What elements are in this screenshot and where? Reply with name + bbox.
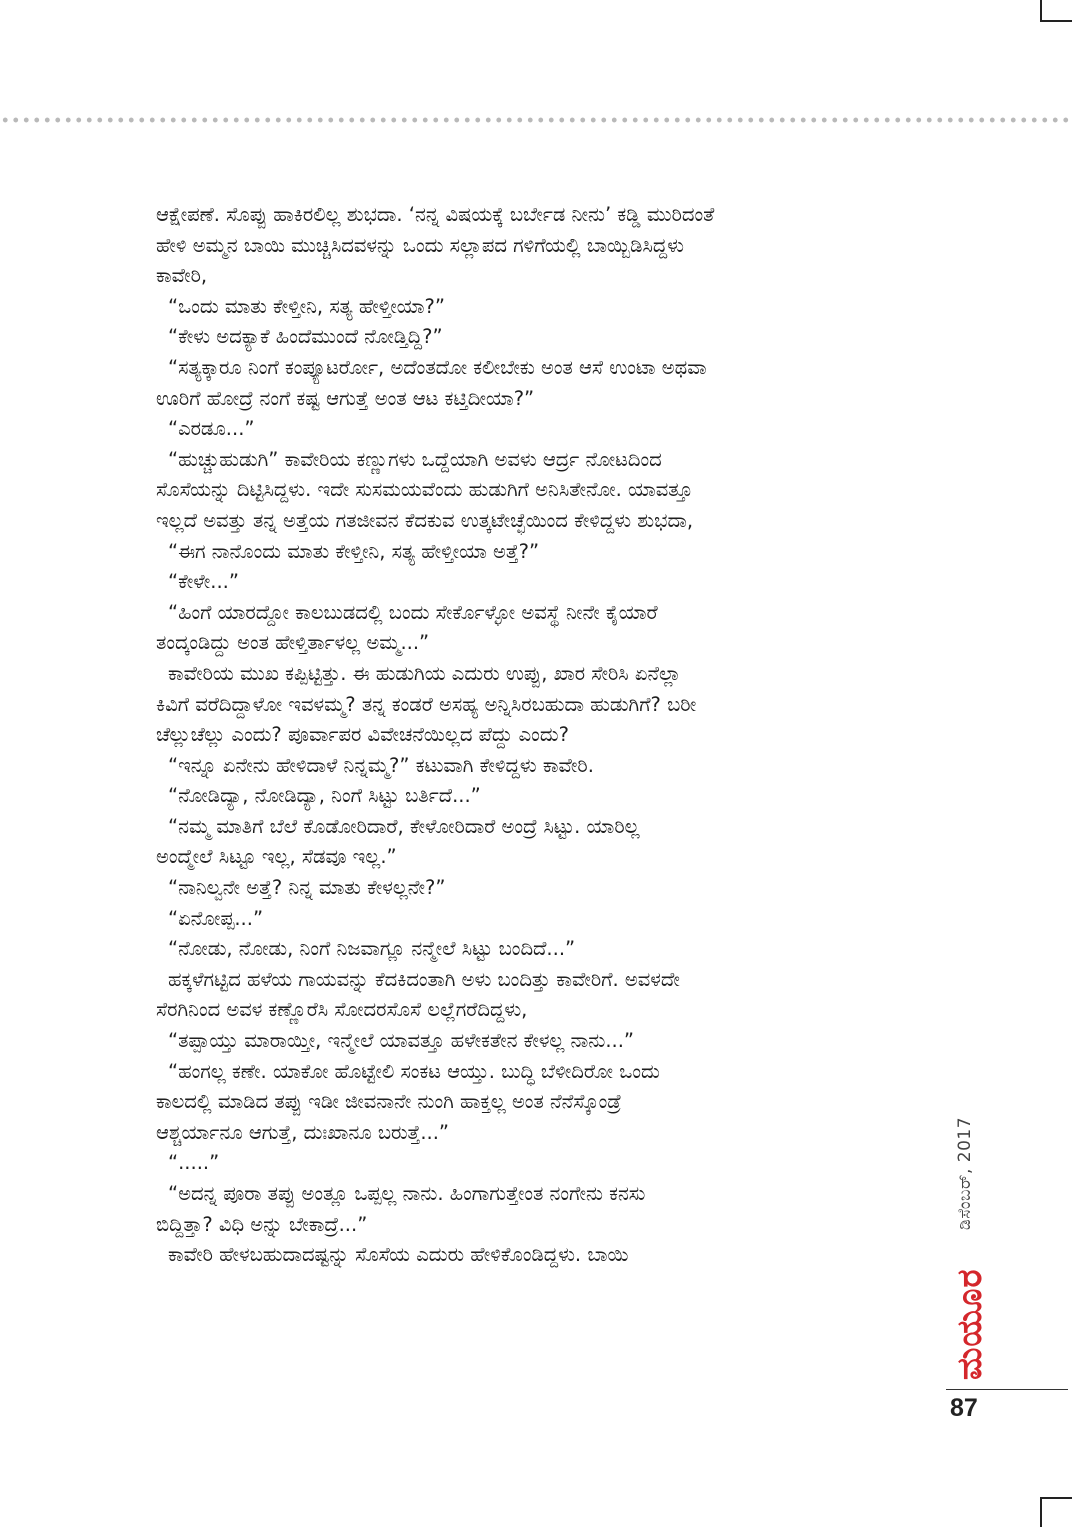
crop-mark-bottom: [1040, 1497, 1072, 1527]
story-line: “ಇನ್ನೂ ಏನೇನು ಹೇಳಿದಾಳೆ ನಿನ್ನಮ್ಮ?” ಕಟುವಾಗಿ ಕೇಳಿದ್ದಳು ಕಾವೇರಿ.: [168, 753, 594, 777]
story-line: ಸೊಸೆಯನ್ನು ದಿಟ್ಟಿಸಿದ್ದಳು. ಇದೇ ಸುಸಮಯವೆಂದು ಹುಡುಗಿಗೆ ಅನಿಸಿತೇನೋ. ಯಾವತ್ತೂ: [156, 478, 693, 502]
story-line: “ನಾನಿಲ್ವನೇ ಅತ್ತೆ? ನಿನ್ನ ಮಾತು ಕೇಳಲ್ಲನೇ?”: [168, 876, 446, 900]
story-line: ಊರಿಗೆ ಹೋದ್ರೆ ನಂಗೆ ಕಷ್ಟ ಆಗುತ್ತೆ ಅಂತ ಆಟ ಕಟ್ತಿದೀಯಾ?”: [156, 386, 535, 410]
story-line: ತಂದ್ಕಂಡಿದ್ದು ಅಂತ ಹೇಳ್ತಿರ್ತಾಳಲ್ಲ ಅಮ್ಮ...”: [156, 631, 430, 655]
story-line: ಕಿವಿಗೆ ವರೆದಿದ್ದಾಳೋ ಇವಳಮ್ಮ? ತನ್ನ ಕಂಡರೆ ಅಸಹ್ಯ ಅನ್ನಿಸಿರಬಹುದಾ ಹುಡುಗಿಗೆ? ಬರೀ: [156, 692, 697, 716]
story-line: ಸೆರಗಿನಿಂದ ಅವಳ ಕಣ್ಣೊರೆಸಿ ಸೋದರಸೊಸೆ ಲಲ್ಲೆಗರೆದಿದ್ದಳು,: [156, 998, 528, 1022]
story-line: “ಕೇಳು ಅದಕ್ಯಾಕೆ ಹಿಂದೆಮುಂದೆ ನೋಡ್ತಿದ್ದಿ?”: [168, 325, 443, 349]
story-line: ಕಾವೇರಿಯ ಮುಖ ಕಪ್ಪಿಟ್ಟಿತ್ತು. ಈ ಹುಡುಗಿಯ ಎದುರು ಉಪ್ಪು, ಖಾರ ಸೇರಿಸಿ ಏನೆಲ್ಲಾ: [168, 661, 681, 685]
story-line: “.....”: [168, 1151, 220, 1175]
story-line: “ಹಂಗಲ್ಲ ಕಣೇ. ಯಾಕೋ ಹೊಟ್ಟೇಲಿ ಸಂಕಟ ಆಯ್ತು. ಬುದ್ಧಿ ಬೆಳೀದಿರೋ ಒಂದು: [168, 1059, 660, 1083]
folio-rule: [946, 1389, 1068, 1390]
dotted-header-rule: [0, 116, 1072, 124]
story-line: ಹಕ್ಕಳೆಗಟ್ಟಿದ ಹಳೆಯ ಗಾಯವನ್ನು ಕೆದಕಿದಂತಾಗಿ ಅಳು ಬಂದಿತ್ತು ಕಾವೇರಿಗೆ. ಅವಳದೇ: [168, 967, 680, 991]
story-line: ಚೆಲ್ಲುಚೆಲ್ಲು ಎಂದು? ಪೂರ್ವಾಪರ ವಿವೇಚನೆಯಿಲ್ಲದ ಪೆದ್ದು ಎಂದು?: [156, 723, 569, 747]
story-line: ಕಾಲದಲ್ಲಿ ಮಾಡಿದ ತಪ್ಪು ಇಡೀ ಜೀವನಾನೇ ನುಂಗಿ ಹಾಕ್ತಲ್ಲ ಅಂತ ನೆನೆಸ್ಕೊಂಡ್ರೆ: [156, 1090, 622, 1114]
magazine-logo: ಮಯೂರ: [950, 1268, 990, 1380]
story-line: ಹೇಳಿ ಅಮ್ಮನ ಬಾಯಿ ಮುಚ್ಚಿಸಿದವಳನ್ನು ಒಂದು ಸಲ್ಲಾಪದ ಗಳಿಗೆಯಲ್ಲಿ ಬಾಯ್ಬಿಡಿಸಿದ್ದಳು: [156, 233, 684, 257]
story-line: ಕಾವೇರಿ ಹೇಳಬಹುದಾದಷ್ಟನ್ನು ಸೊಸೆಯ ಎದುರು ಹೇಳಿಕೊಂಡಿದ್ದಳು. ಬಾಯಿ: [168, 1243, 629, 1267]
page-number: 87: [950, 1394, 978, 1422]
story-line: ಕಾವೇರಿ,: [156, 264, 208, 288]
issue-date: ಡಿಸೆಂಬರ್, 2017: [955, 1116, 975, 1230]
story-line: “ನೋಡಿದ್ಯಾ, ನೋಡಿದ್ಯಾ, ನಿಂಗೆ ಸಿಟ್ಟು ಬರ್ತಿದೆ...”: [168, 784, 481, 808]
story-line: “ಒಂದು ಮಾತು ಕೇಳ್ತೀನಿ, ಸತ್ಯ ಹೇಳ್ತೀಯಾ?”: [168, 294, 445, 318]
story-line: “ಅದನ್ನ ಪೂರಾ ತಪ್ಪು ಅಂತ್ಲೂ ಒಪ್ಪಲ್ಲ ನಾನು. ಹಿಂಗಾಗುತ್ತೇಂತ ನಂಗೇನು ಕನಸು: [168, 1182, 646, 1205]
story-line: “ಸತ್ಯಕ್ಕಾರೂ ನಿಂಗೆ ಕಂಪ್ಯೂಟರ್ರೋ, ಅದೆಂತದೋ ಕಲೀಬೇಕು ಅಂತ ಆಸೆ ಉಂಟಾ ಅಥವಾ: [168, 355, 707, 379]
story-line: “ಹುಚ್ಚುಹುಡುಗಿ” ಕಾವೇರಿಯ ಕಣ್ಣುಗಳು ಒದ್ದೆಯಾಗಿ ಅವಳು ಆರ್ದ್ರ ನೋಟದಿಂದ: [168, 447, 662, 471]
story-line: ಆಶ್ಚರ್ಯಾನೂ ಆಗುತ್ತೆ, ದುಃಖಾನೂ ಬರುತ್ತೆ...”: [156, 1120, 450, 1144]
story-line: “ಕೇಳೇ...”: [168, 570, 239, 594]
story-line: “ಈಗ ನಾನೊಂದು ಮಾತು ಕೇಳ್ತೀನಿ, ಸತ್ಯ ಹೇಳ್ತೀಯಾ ಅತ್ತೆ?”: [168, 539, 540, 563]
crop-mark-top: [1040, 0, 1072, 22]
story-line: “ಎರಡೂ...”: [168, 417, 255, 441]
story-text: [156, 200, 916, 1271]
story-line: ಇಲ್ಲದೆ ಅವತ್ತು ತನ್ನ ಅತ್ತೆಯ ಗತಜೀವನ ಕೆದಕುವ ಉತ್ಕಟೇಚ್ಛೆಯಿಂದ ಕೇಳಿದ್ದಳು ಶುಭದಾ,: [156, 508, 694, 532]
story-line: “ಏನೋಪ್ಪ...”: [168, 906, 264, 930]
story-line: “ತಪ್ಪಾಯ್ತು ಮಾರಾಯ್ತೀ, ಇನ್ಮೇಲೆ ಯಾವತ್ತೂ ಹಳೇಕತೇನ ಕೇಳಲ್ಲ ನಾನು...”: [168, 1029, 635, 1053]
story-line: ಬಿದ್ದಿತ್ತಾ? ವಿಧಿ ಅನ್ನು ಬೇಕಾದ್ರೆ...”: [156, 1212, 368, 1236]
story-line: “ನೋಡು, ನೋಡು, ನಿಂಗೆ ನಿಜವಾಗ್ಲೂ ನನ್ಮೇಲೆ ಸಿಟ್ಟು ಬಂದಿದೆ...”: [168, 937, 576, 961]
story-line: ಅಂದ್ಮೇಲೆ ಸಿಟ್ಟೂ ಇಲ್ಲ, ಸೆಡವೂ ಇಲ್ಲ.”: [156, 845, 397, 869]
story-line: “ಹಿಂಗೆ ಯಾರದ್ದೋ ಕಾಲಬುಡದಲ್ಲಿ ಬಂದು ಸೇರ್ಕೊಳ್ಳೋ ಅವಸ್ಥೆ ನೀನೇ ಕೈಯಾರೆ: [168, 600, 658, 624]
story-line: “ನಮ್ಮ ಮಾತಿಗೆ ಬೆಲೆ ಕೊಡೋರಿದಾರೆ, ಕೇಳೋರಿದಾರೆ ಅಂದ್ರೆ ಸಿಟ್ಟು. ಯಾರಿಲ್ಲ: [168, 814, 640, 838]
story-line: ಆಕ್ಷೇಪಣೆ. ಸೊಪ್ಪು ಹಾಕಿರಲಿಲ್ಲ ಶುಭದಾ. ‘ನನ್ನ ವಿಷಯಕ್ಕೆ ಬರ್ಬೇಡ ನೀನು’ ಕಡ್ಡಿ ಮುರಿದಂತೆ: [156, 203, 715, 226]
